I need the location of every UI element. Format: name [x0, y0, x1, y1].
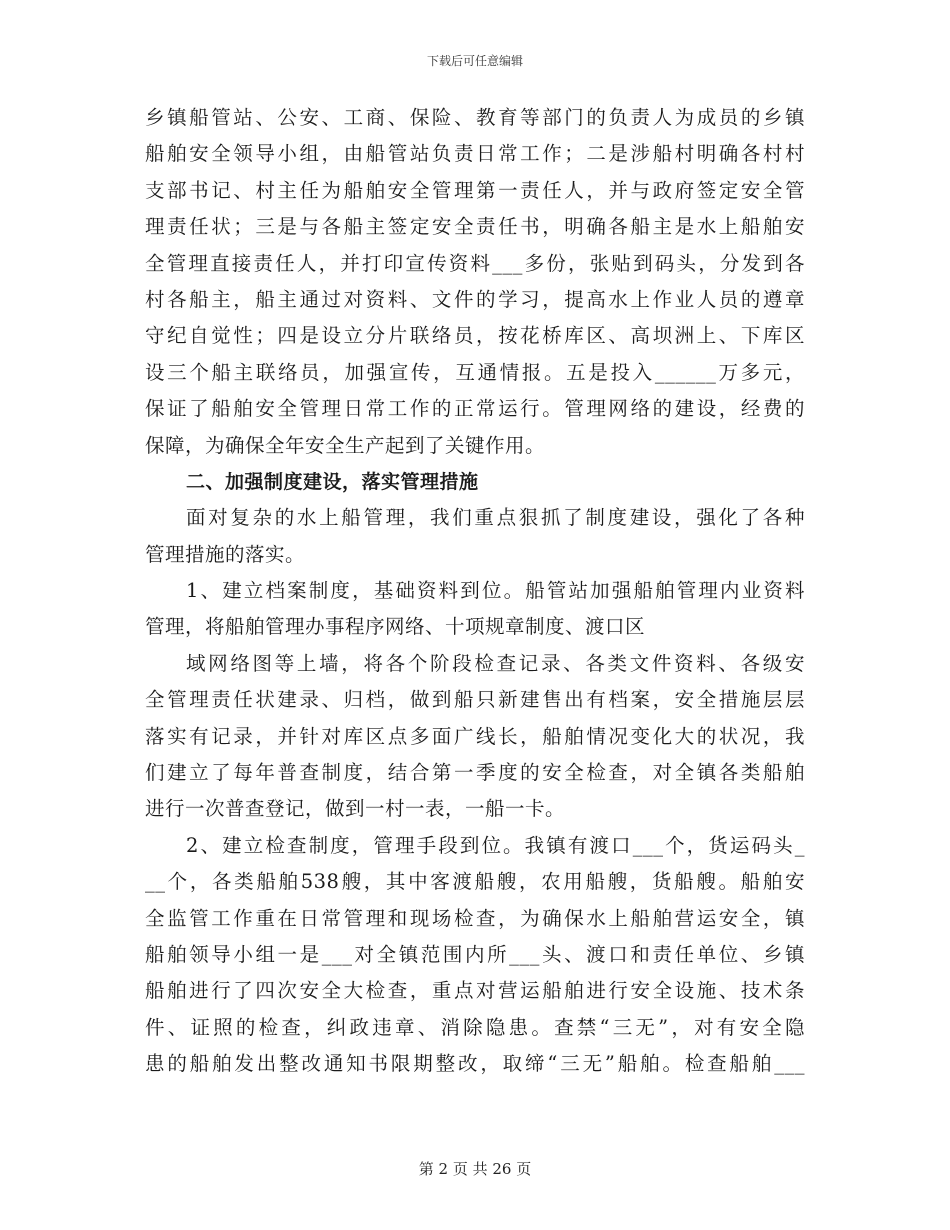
paragraph-line: 患的船舶发出整改通知书限期整改，取缔“三无”船舶。检查船舶___: [145, 1052, 805, 1076]
paragraph-line: 村各船主，船主通过对资料、文件的学习，提高水上作业人员的遵章: [145, 287, 805, 311]
paragraph-line: 船舶安全领导小组，由船管站负责日常工作；二是涉船村明确各村村: [145, 142, 805, 166]
document-body: [145, 100, 805, 1083]
paragraph-line: 全管理直接责任人，并打印宣传资料___多份，张贴到码头，分发到各: [145, 251, 805, 275]
paragraph-line: 乡镇船管站、公安、工商、保险、教育等部门的负责人为成员的乡镇: [145, 106, 805, 129]
paragraph-line: 保障，为确保全年安全生产起到了关键作用。: [145, 433, 546, 457]
paragraph-line: 管理措施的落实。: [145, 542, 306, 566]
section-heading: 二、加强制度建设，落实管理措施: [186, 470, 479, 493]
paragraph-line: 管理，将船舶管理办事程序网络、十项规章制度、渡口区: [145, 615, 646, 639]
paragraph-line: 全监管工作重在日常管理和现场检查，为确保水上船舶营运安全，镇: [145, 906, 805, 930]
paragraph-line: 设三个船主联络员，加强宣传，互通情报。五是投入______万多元，: [145, 360, 805, 384]
paragraph-line: 域网络图等上墙，将各个阶段检查记录、各类文件资料、各级安: [186, 651, 805, 675]
paragraph-line: 面对复杂的水上船管理，我们重点狠抓了制度建设，强化了各种: [186, 506, 805, 530]
paragraph-line: 件、证照的检查，纠政违章、消除隐患。查禁“三无”，对有安全隐: [145, 1015, 805, 1039]
paragraph-line: 保证了船舶安全管理日常工作的正常运行。管理网络的建设，经费的: [145, 397, 805, 421]
paragraph-line: 进行一次普查登记，做到一村一表，一船一卡。: [145, 797, 566, 821]
paragraph-line: 支部书记、村主任为船舶安全管理第一责任人，并与政府签定安全管: [145, 178, 805, 202]
paragraph-line: 船舶领导小组一是___对全镇范围内所___头、渡口和责任单位、乡镇: [145, 942, 805, 966]
paragraph-line: 船舶进行了四次安全大检查，重点对营运船舶进行安全设施、技术条: [145, 979, 805, 1003]
paragraph-line: 理责任状；三是与各船主签定安全责任书，明确各船主是水上船舶安: [145, 215, 805, 239]
paragraph-line: 们建立了每年普查制度，结合第一季度的安全检查，对全镇各类船舶: [145, 761, 805, 785]
paragraph-line: 落实有记录，并针对库区点多面广线长，船舶情况变化大的状况，我: [145, 724, 805, 748]
header-note: 下载后可任意编辑: [426, 54, 523, 68]
paragraph-line: __个，各类船舶538艘，其中客渡船艘，农用船艘，货船艘。船舶安: [145, 870, 805, 894]
paragraph-line: 守纪自觉性；四是设立分片联络员，按花桥库区、高坝洲上、下库区: [145, 324, 805, 348]
paragraph-line: 全管理责任状建录、归档，做到船只新建售出有档案，安全措施层层: [145, 688, 805, 712]
paragraph-line: 1、建立档案制度，基础资料到位。船管站加强船舶管理内业资料: [186, 579, 805, 603]
page-number: 第 2 页 共 26 页: [418, 1160, 532, 1178]
paragraph-line: 2、建立检查制度，管理手段到位。我镇有渡口___个，货运码头_: [186, 833, 805, 857]
